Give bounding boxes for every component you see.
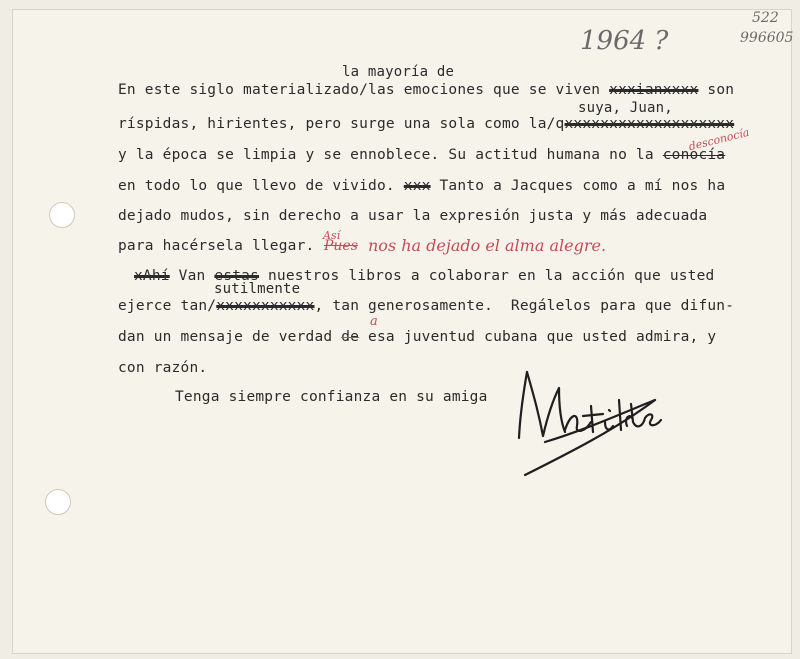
line-8-strikeout: xxxxxxxxxxx bbox=[216, 298, 315, 314]
letter-line-3 bbox=[118, 147, 725, 163]
letter-line-9 bbox=[118, 329, 716, 345]
pencil-date-note: 1964 ? bbox=[580, 26, 669, 56]
line-8-text: ejerce tan/ bbox=[118, 298, 217, 314]
red-note-alma-alegre: nos ha dejado el alma alegre. bbox=[368, 236, 607, 255]
typed-insertion-1: la mayoría de bbox=[342, 64, 455, 80]
punch-hole-bottom bbox=[45, 489, 71, 515]
line-9-strikeout: de bbox=[341, 329, 360, 345]
red-note-a: a bbox=[370, 314, 378, 329]
letter-line-8 bbox=[118, 298, 734, 314]
line-2-strikeout: xxxxxxxxxxxxxxxxxxx bbox=[564, 116, 735, 132]
red-note-pues-struck: Pues bbox=[324, 238, 358, 254]
line-7-strikeout: xAhí bbox=[134, 268, 170, 284]
letter-closing: Tenga siempre confianza en su amiga bbox=[175, 389, 488, 405]
letter-line-6 bbox=[118, 238, 323, 254]
line-3-text: y la época se limpia y se ennoblece. Su actitud humana no la bbox=[118, 147, 663, 163]
handwritten-signature bbox=[505, 360, 675, 485]
line-7-end: nuestros libros a colaborar en la acción que usted bbox=[259, 268, 715, 284]
line-1-text: En este siglo materializado/las emociones que se viven bbox=[118, 82, 610, 98]
red-note-desconocia: desconocía bbox=[687, 125, 751, 154]
typed-insertion-2: suya, Juan, bbox=[578, 100, 673, 116]
line-1-end: son bbox=[698, 82, 735, 98]
pencil-catalog-top: 522 bbox=[752, 10, 779, 26]
line-2-text: ríspidas, hirientes, pero surge una sola como la/q bbox=[118, 116, 565, 132]
line-8-end: , tan generosamente. Regálelos para que difun- bbox=[314, 298, 735, 314]
letter-line-1 bbox=[118, 82, 734, 98]
pencil-catalog-bottom: 996605 bbox=[740, 30, 794, 46]
line-3-strikeout: conocía bbox=[662, 147, 726, 163]
punch-hole-top bbox=[49, 202, 75, 228]
letter-line-2 bbox=[118, 116, 734, 132]
line-4-text: en todo lo que llevo de vivido. bbox=[118, 178, 404, 194]
line-4-end: Tanto a Jacques como a mí nos ha bbox=[430, 178, 726, 194]
line-9-end: esa juventud cubana que usted admira, y bbox=[359, 329, 717, 345]
line-7-text: Van bbox=[169, 268, 215, 284]
typed-insertion-3: sutilmente bbox=[214, 281, 301, 297]
line-1-strikeout: xxxianxxxx bbox=[609, 82, 699, 98]
red-note-asi: Así bbox=[323, 229, 341, 242]
line-4-strikeout: xxx bbox=[403, 178, 431, 194]
line-9-text: dan un mensaje de verdad bbox=[118, 329, 342, 345]
letter-line-10: con razón. bbox=[118, 360, 208, 376]
letter-line-5: dejado mudos, sin derecho a usar la expresión justa y más adecuada bbox=[118, 208, 708, 224]
letter-line-4 bbox=[118, 178, 725, 194]
line-6-text: para hacérsela llegar. bbox=[118, 238, 324, 254]
line-7-strikeout-2: estas bbox=[214, 268, 260, 284]
